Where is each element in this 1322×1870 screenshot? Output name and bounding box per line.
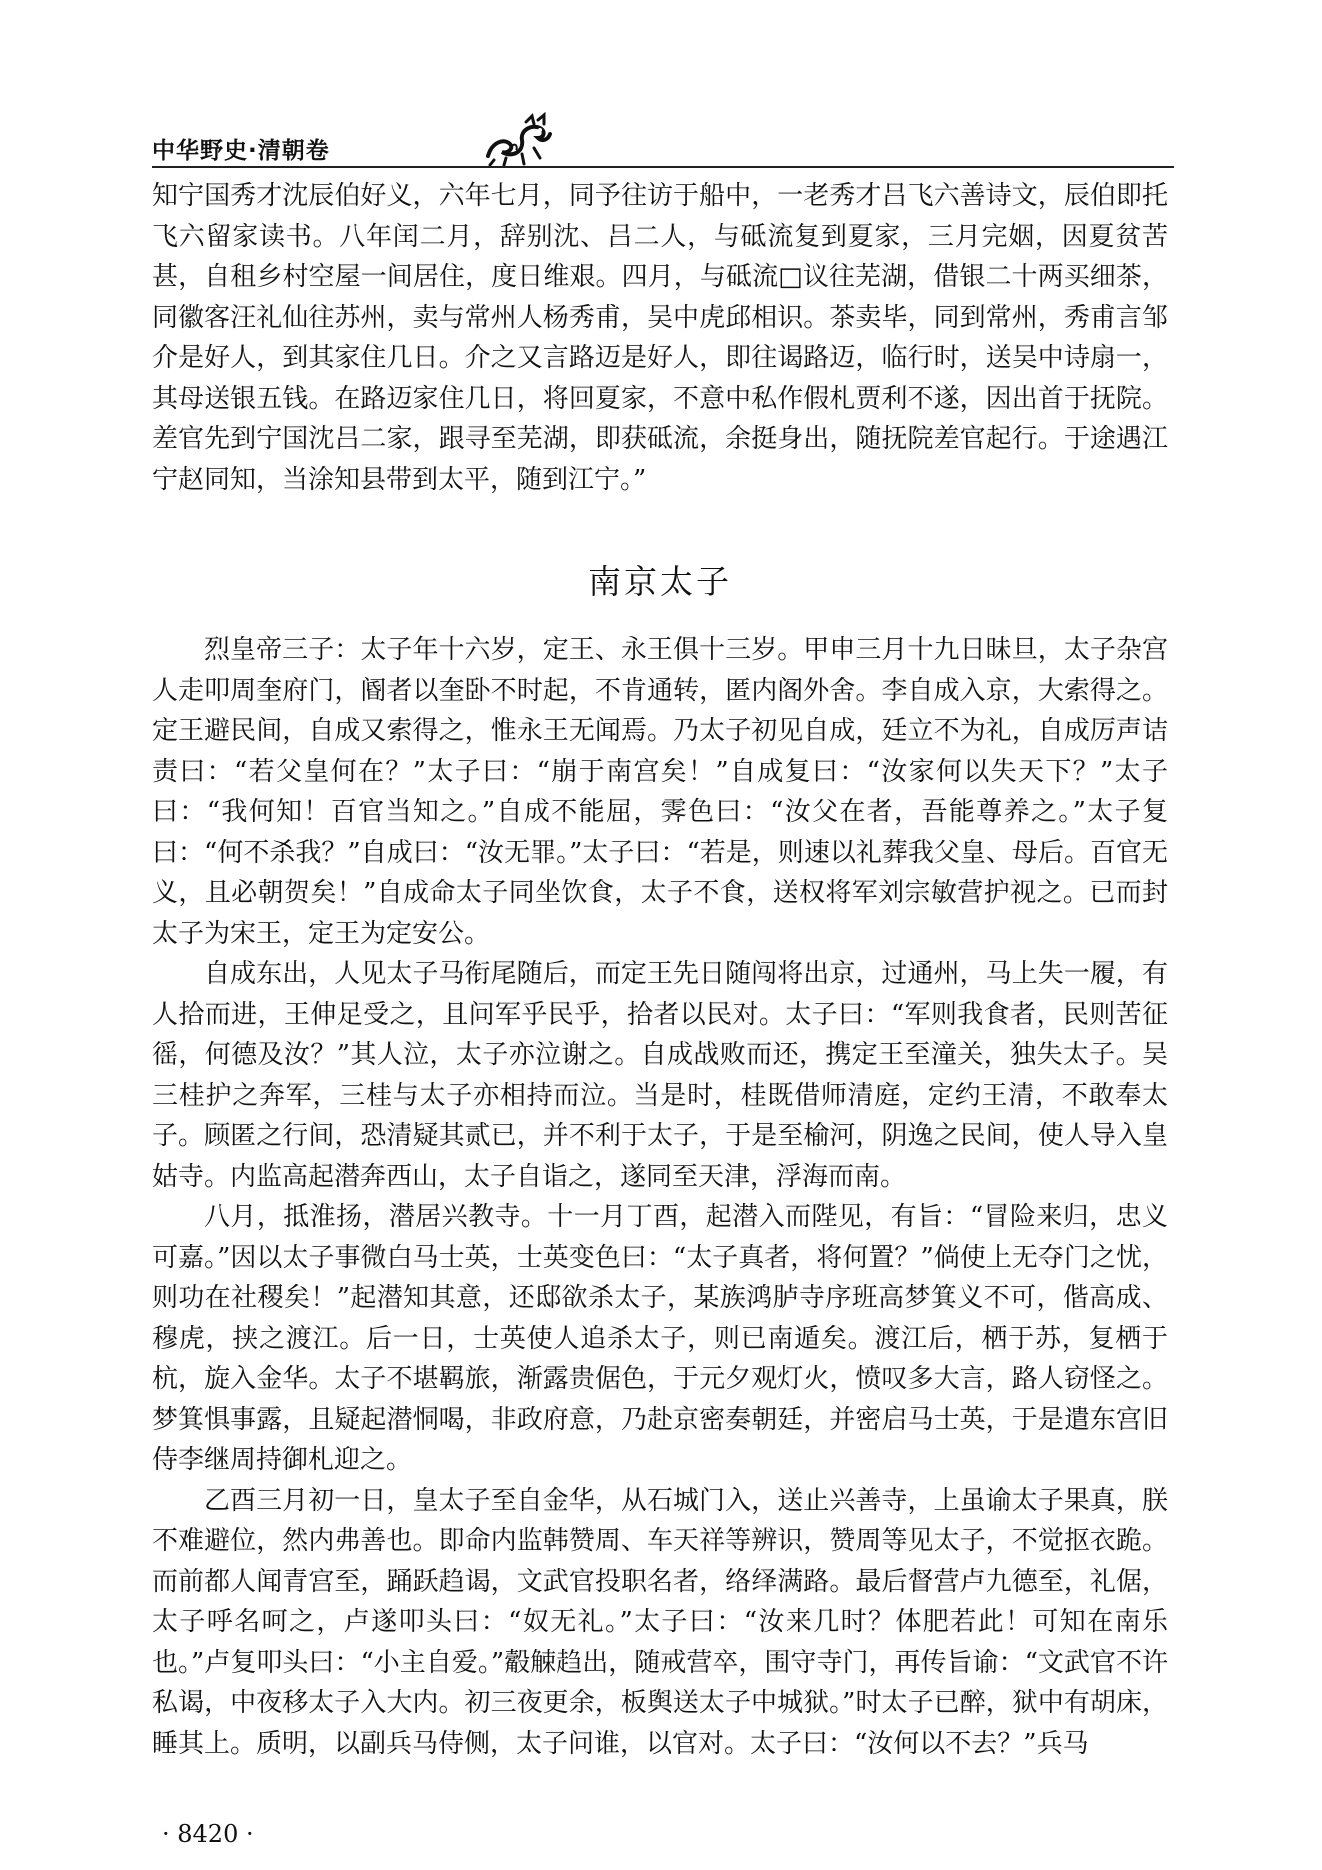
header-divider xyxy=(152,166,1174,168)
page-number: · 8420 · xyxy=(162,1820,254,1848)
intro-text xyxy=(152,176,1168,500)
section-paragraph: 八月，抵淮扬，潜居兴教寺。十一月丁酉，起潜入而陛见，有旨：“冒险来归，忠义可嘉。”因以太子事微白马士英，士英变色曰：“太子真者，将何置？”倘使上无夺门之忧，则功在社稷矣！”起潜知其意，还邸欲杀太子，某族鸿胪寺序班高梦箕义不可，偕高成、穆虎，挟之渡江。后一日，士英使人追杀太子，则已南遁矣。渡江后，栖于苏，复栖于杭，旋入金华。太子不堪羁旅，渐露贵倨色，于元夕观灯火，愤叹多大言，路人窃怪之。梦箕惧事露，且疑起潜恫喝，非政府意，乃赴京密奏朝廷，并密启马士英，于是遣东宫旧侍李继周持御札迎之。 xyxy=(152,1202,1168,1475)
section-paragraph: 自成东出，人见太子马衔尾随后，而定王先日随闯将出京，过通州，马上失一履，有人拾而进，王伸足受之，且问军乎民乎，拾者以民对。太子曰：“军则我食者，民则苦征徭，何德及汝？”其人泣，太子亦泣谢之。自成战败而还，携定王至潼关，独失太子。吴三桂护之奔军，三桂与太子亦相持而泣。当是时，桂既借师清庭，定约王清，不敢奉太子。顾匿之行间，恐清疑其贰已，并不利于太子，于是至榆河，阴逸之民间，使人导入皇姑寺。内监高起潜奔西山，太子自诣之，遂同至天津，浮海而南。 xyxy=(152,959,1168,1192)
dragon-emblem-icon xyxy=(482,112,556,166)
section-title: 南京太子 xyxy=(588,562,732,601)
section-paragraph: 乙酉三月初一日，皇太子至自金华，从石城门入，送止兴善寺，上虽谕太子果真，朕不难避位，然内弗善也。即命内监韩赞周、车天祥等辨识，赞周等见太子，不觉抠衣跪。而前都人闻青宫至，踊跃趋谒，文武官投职名者，络绎满路。最后督营卢九德至，礼倨，太子呼名呵之，卢遂叩头曰：“奴无礼。”太子曰：“汝来几时？体肥若此！可知在南乐也。”卢复叩头曰：“小主自爱。”觳觫趋出，随戒营卒，围守寺门，再传旨谕：“文武官不许私谒，中夜移太子入大内。初三夜更余，板舆送太子中城狱。”时太子已醉，狱中有胡床，睡其上。质明，以副兵马侍侧，太子问谁，以官对。太子曰：“汝何以不去？”兵马 xyxy=(152,1485,1168,1759)
page-header xyxy=(152,112,1322,172)
book-title: 中华野史·清朝卷 xyxy=(152,138,330,164)
section-paragraph: 烈皇帝三子：太子年十六岁，定王、永王俱十三岁。甲申三月十九日昧旦，太子杂宫人走叩周奎府门，阍者以奎卧不时起，不肯通转，匿内阁外舍。李自成入京，大索得之。定王避民间，自成又索得之，惟永王无闻焉。乃太子初见自成，廷立不为礼，自成厉声诘责曰：“若父皇何在？”太子曰：“崩于南宫矣！”自成复曰：“汝家何以失天下？”太子曰：“我何知！百官当知之。”自成不能屈，霁色曰：“汝父在者，吾能尊养之。”太子复曰：“何不杀我？”自成曰：“汝无罪。”太子曰：“若是，则速以礼葬我父皇、母后。百官无义，且必朝贺矣！”自成命太子同坐饮食，太子不食，送权将军刘宗敏营护视之。已而封太子为宋王，定王为定安公。 xyxy=(152,635,1168,949)
intro-paragraph: 知宁国秀才沈辰伯好义，六年七月，同予往访于船中，一老秀才吕飞六善诗文，辰伯即托飞六留家读书。八年闰二月，辞别沈、吕二人，与砥流复到夏家，三月完姻，因夏贫苦甚，自租乡村空屋一间居住，度日维艰。四月，与砥流□议往芜湖，借银二十两买细茶，同徽客汪礼仙往苏州，卖与常州人杨秀甫，吴中虎邱相识。茶卖毕，同到常州，秀甫言邹介是好人，到其家住几日。介之又言路迈是好人，即往谒路迈，临行时，送吴中诗扇一，其母送银五钱。在路迈家住几日，将回夏家，不意中私作假札贾利不遂，因出首于抚院。差官先到宁国沈吕二家，跟寻至芜湖，即获砥流，余挺身出，随抚院差官起行。于途遇江宁赵同知，当涂知县带到太平，随到江宁。” xyxy=(152,181,1168,495)
section-body xyxy=(152,630,1168,1764)
